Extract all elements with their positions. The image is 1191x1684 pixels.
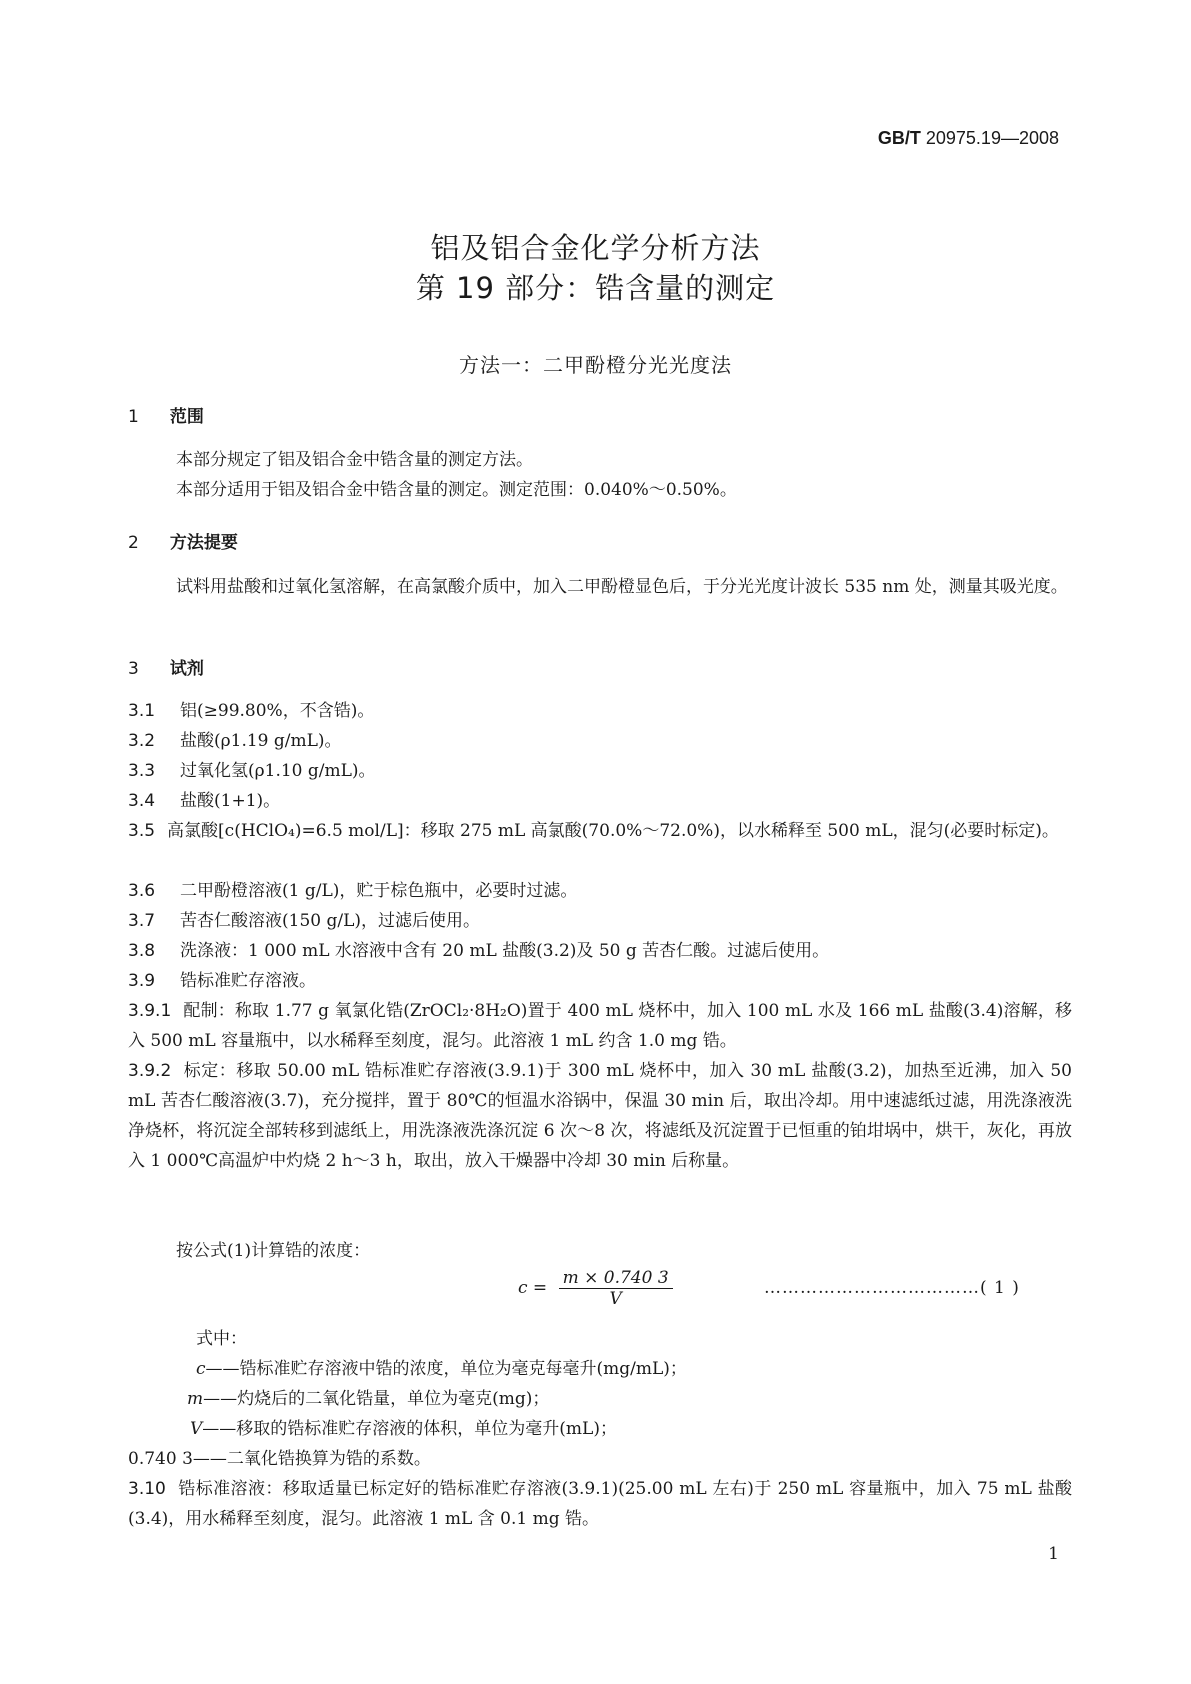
clause-number: 3.8 bbox=[128, 941, 156, 961]
clause-text: 铝(≥99.80%，不含锆)。 bbox=[180, 701, 375, 721]
section-number: 3 bbox=[128, 659, 139, 679]
formula-numerator: m × 0.740 3 bbox=[559, 1268, 673, 1289]
clause-number: 3.2 bbox=[128, 731, 156, 751]
clause-3-8 bbox=[128, 936, 829, 966]
where-description: ——二氧化锆换算为锆的系数。 bbox=[192, 1449, 431, 1469]
document-title-line2: 第 19 部分：锆含量的测定 bbox=[415, 271, 776, 305]
clause-number: 3.5 bbox=[128, 821, 156, 841]
scope-paragraph-2: 本部分适用于铝及铝合金中锆含量的测定。测定范围：0.040%～0.50%。 bbox=[176, 480, 737, 500]
formula-number: ………………………………( 1 ) bbox=[764, 1278, 1020, 1298]
standard-prefix: GB/T bbox=[877, 128, 921, 148]
clause-3-6 bbox=[128, 876, 577, 906]
where-symbol: c bbox=[196, 1359, 206, 1379]
section-title: 范围 bbox=[169, 407, 204, 427]
clause-3-4 bbox=[128, 786, 280, 816]
clause-number: 3.6 bbox=[128, 881, 156, 901]
clause-3-7 bbox=[128, 906, 480, 936]
clause-3-2 bbox=[128, 726, 342, 756]
clause-3-3 bbox=[128, 756, 376, 786]
scope-paragraph-1: 本部分规定了铝及铝合金中锆含量的测定方法。 bbox=[176, 450, 533, 470]
formula-fraction bbox=[559, 1268, 673, 1309]
standard-code: 20975.19—2008 bbox=[925, 128, 1059, 148]
clause-3-5 bbox=[128, 816, 1072, 846]
where-intro: 式中： bbox=[196, 1329, 247, 1349]
principle-paragraph: 试料用盐酸和过氧化氢溶解，在高氯酸介质中，加入二甲酚橙显色后，于分光光度计波长 535 nm 处，测量其吸光度。 bbox=[176, 577, 1068, 597]
section-heading-scope bbox=[128, 402, 204, 427]
formula-1 bbox=[518, 1268, 673, 1309]
clause-number: 3.7 bbox=[128, 911, 156, 931]
standard-number bbox=[878, 128, 1059, 149]
method-title: 方法一：二甲酚橙分光光度法 bbox=[459, 353, 732, 377]
clause-text: 过氧化氢(ρ1.10 g/mL)。 bbox=[180, 761, 376, 781]
where-symbol: 0.740 3 bbox=[128, 1449, 193, 1469]
clause-3-10 bbox=[128, 1474, 1072, 1534]
section-title: 试剂 bbox=[169, 659, 204, 679]
clause-number: 3.9 bbox=[128, 971, 156, 991]
where-item-c bbox=[196, 1354, 687, 1384]
clause-text: 标定：移取 50.00 mL 锆标准贮存溶液(3.9.1)于 300 mL 烧杯中，加入 30 mL 盐酸(3.2)，加热至近沸，加入 50 mL 苦杏仁酸溶液(3.7)，充分搅拌，置于 80℃的恒温水浴锅中，保温 30 min 后，取出冷却。用中速滤纸过滤，用洗涤液洗净烧杯，将沉淀全部转移到滤纸上，用洗涤液洗涤沉淀 6 次～8 次，将滤纸及沉淀置于已恒重的铂坩埚中，烘干，灰化，再放入 1 000℃高温炉中灼烧 2 h～3 h，取出，放入干燥器中冷却 30 min 后称量。 bbox=[128, 1061, 1072, 1171]
where-item-m bbox=[187, 1384, 549, 1414]
clause-text: 二甲酚橙溶液(1 g/L)，贮于棕色瓶中，必要时过滤。 bbox=[180, 881, 578, 901]
section-title: 方法提要 bbox=[169, 533, 238, 553]
section-heading-reagents bbox=[128, 654, 204, 679]
clause-3-9-2 bbox=[128, 1056, 1072, 1176]
section-number: 1 bbox=[128, 407, 139, 427]
page-number: 1 bbox=[1048, 1544, 1059, 1564]
clause-text: 配制：称取 1.77 g 氧氯化锆(ZrOCl₂·8H₂O)置于 400 mL 烧杯中，加入 100 mL 水及 166 mL 盐酸(3.4)溶解，移入 500 mL 容量瓶中，以水稀释至刻度，混匀。此溶液 1 mL 约含 1.0 mg 锆。 bbox=[128, 1001, 1072, 1051]
clause-text: 锆标准溶液：移取适量已标定好的锆标准贮存溶液(3.9.1)(25.00 mL 左右)于 250 mL 容量瓶中，加入 75 mL 盐酸(3.4)，用水稀释至刻度，混匀。此溶液 1 mL 含 0.1 mg 锆。 bbox=[128, 1479, 1072, 1529]
formula-lhs: c = bbox=[518, 1278, 548, 1298]
clause-number: 3.9.2 bbox=[128, 1061, 172, 1081]
clause-number: 3.10 bbox=[128, 1479, 166, 1499]
clause-text: 苦杏仁酸溶液(150 g/L)，过滤后使用。 bbox=[180, 911, 481, 931]
clause-number: 3.1 bbox=[128, 701, 156, 721]
where-description: ——灼烧后的二氧化锆量，单位为毫克(mg)； bbox=[203, 1389, 550, 1409]
where-symbol: m bbox=[187, 1389, 204, 1409]
formula-intro: 按公式(1)计算锆的浓度： bbox=[176, 1241, 371, 1261]
document-title-line1: 铝及铝合金化学分析方法 bbox=[430, 231, 761, 265]
section-number: 2 bbox=[128, 533, 139, 553]
section-heading-principle bbox=[128, 528, 238, 553]
clause-text: 盐酸(1+1)。 bbox=[180, 791, 281, 811]
clause-text: 锆标准贮存溶液。 bbox=[180, 971, 316, 991]
clause-number: 3.4 bbox=[128, 791, 156, 811]
clause-number: 3.9.1 bbox=[128, 1001, 172, 1021]
where-item-v bbox=[190, 1414, 617, 1444]
clause-text: 洗涤液：1 000 mL 水溶液中含有 20 mL 盐酸(3.2)及 50 g 苦杏仁酸。过滤后使用。 bbox=[180, 941, 830, 961]
where-description: ——锆标准贮存溶液中锆的浓度，单位为毫克每毫升(mg/mL)； bbox=[205, 1359, 687, 1379]
clause-text: 高氯酸[c(HClO₄)=6.5 mol/L]：移取 275 mL 高氯酸(70.0%～72.0%)，以水稀释至 500 mL，混匀(必要时标定)。 bbox=[167, 821, 1059, 841]
clause-number: 3.3 bbox=[128, 761, 156, 781]
where-description: ——移取的锆标准贮存溶液的体积，单位为毫升(mL)； bbox=[202, 1419, 617, 1439]
where-item-coefficient bbox=[128, 1444, 431, 1474]
clause-3-9-1 bbox=[128, 996, 1072, 1056]
formula-denominator: V bbox=[609, 1289, 622, 1309]
clause-3-1 bbox=[128, 696, 374, 726]
where-symbol: V bbox=[190, 1419, 203, 1439]
clause-3-9 bbox=[128, 966, 316, 996]
clause-text: 盐酸(ρ1.19 g/mL)。 bbox=[180, 731, 342, 751]
